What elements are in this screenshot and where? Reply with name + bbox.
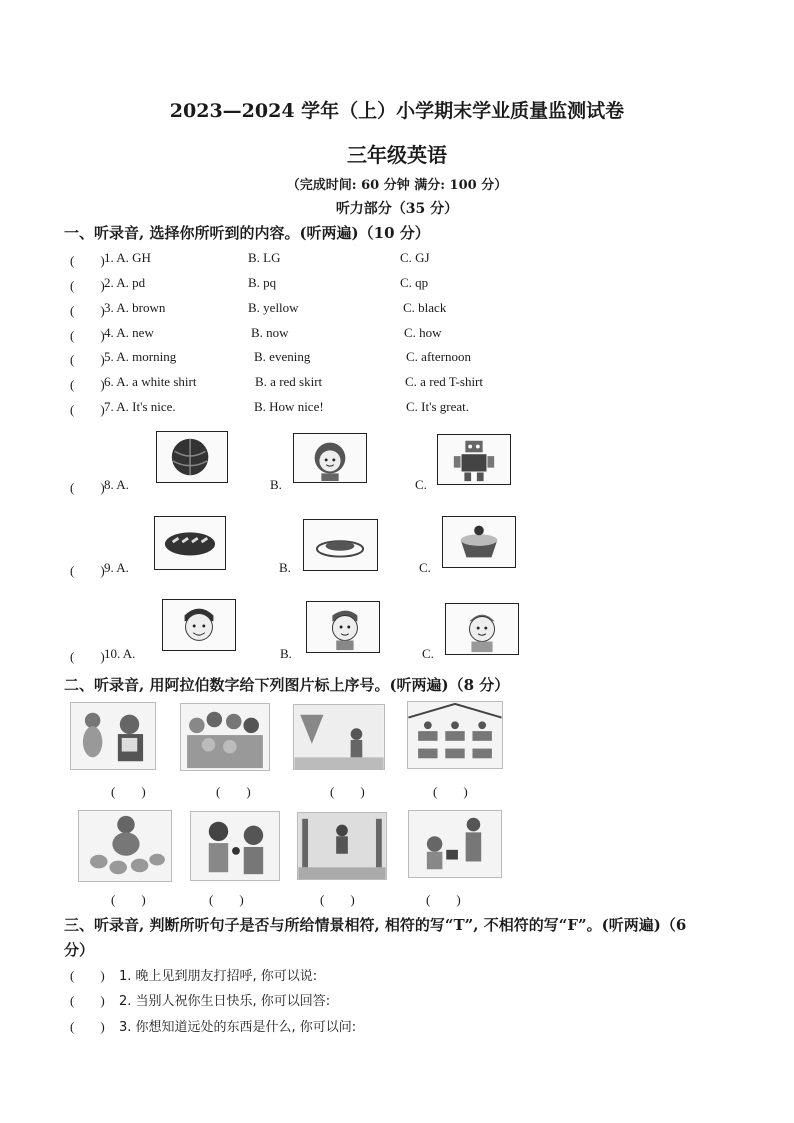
option-c: C. how (404, 325, 442, 340)
section3-heading-cont: 分） (64, 941, 95, 959)
option-c: C. GJ (400, 250, 430, 265)
order-blank[interactable]: ( ) (433, 784, 468, 799)
answer-blank[interactable]: ( ) (70, 1019, 105, 1034)
answer-blank[interactable]: ( ) (70, 402, 105, 417)
section2-heading: 二、听录音, 用阿拉伯数字给下列图片标上序号。(听两遍)（8 分） (64, 676, 510, 694)
ball-icon[interactable] (156, 431, 228, 483)
answer-blank[interactable]: ( ) (70, 480, 105, 495)
order-blank[interactable]: ( ) (330, 784, 365, 799)
option-a: 9. A. (104, 560, 129, 575)
option-b: B. LG (248, 250, 281, 265)
answer-blank[interactable]: ( ) (70, 968, 105, 983)
answer-blank[interactable]: ( ) (70, 649, 105, 664)
option-b: B. How nice! (254, 399, 324, 414)
scene-classroom (407, 701, 503, 769)
exam-subtitle: 三年级英语 (347, 143, 447, 167)
tf-item: 1. 晚上见到朋友打招呼, 你可以说: (119, 969, 318, 984)
option-b: B. now (251, 325, 289, 340)
answer-blank[interactable]: ( ) (70, 328, 105, 343)
option-c: C. (415, 477, 427, 492)
bread-icon[interactable] (154, 516, 226, 570)
scene-animals-reading (70, 702, 156, 770)
option-b: B. a red skirt (255, 374, 323, 389)
scene-cat-mice (78, 810, 172, 882)
option-a: 6. A. a white shirt (104, 374, 197, 389)
order-blank[interactable]: ( ) (209, 892, 244, 907)
option-a: 5. A. morning (104, 349, 177, 364)
answer-blank[interactable]: ( ) (70, 563, 105, 578)
answer-blank[interactable]: ( ) (70, 303, 105, 318)
option-c: C. afternoon (406, 349, 471, 364)
option-a: 8. A. (104, 477, 129, 492)
option-c: C. It's great. (406, 399, 469, 414)
option-c: C. (422, 646, 434, 661)
exam-info: （完成时间: 60 分钟 满分: 100 分） (286, 178, 508, 193)
man-face-icon[interactable] (445, 603, 519, 655)
option-a: 4. A. new (104, 325, 154, 340)
boy-face-icon[interactable] (162, 599, 236, 651)
order-blank[interactable]: ( ) (320, 892, 355, 907)
scene-night-girl (297, 812, 387, 880)
order-blank[interactable]: ( ) (111, 784, 146, 799)
pie-icon[interactable] (303, 519, 378, 571)
order-blank[interactable]: ( ) (111, 892, 146, 907)
tf-item: 3. 你想知道远处的东西是什么, 你可以问: (119, 1020, 357, 1035)
option-b: B. evening (254, 349, 311, 364)
girl-face-icon[interactable] (293, 433, 367, 483)
order-blank[interactable]: ( ) (216, 784, 251, 799)
option-c: C. (419, 560, 431, 575)
option-c: C. qp (400, 275, 429, 290)
option-b: B. (280, 646, 292, 661)
answer-blank[interactable]: ( ) (70, 253, 105, 268)
cake-icon[interactable] (442, 516, 516, 568)
scene-group-people (180, 703, 270, 771)
option-c: C. black (403, 300, 447, 315)
section1-heading: 一、听录音, 选择你所听到的内容。(听两遍)（10 分） (64, 224, 430, 242)
option-c: C. a red T-shirt (405, 374, 483, 389)
robot-icon[interactable] (437, 434, 511, 485)
answer-blank[interactable]: ( ) (70, 352, 105, 367)
scene-family-gift (408, 810, 502, 878)
boy-face-icon[interactable] (306, 601, 380, 653)
answer-blank[interactable]: ( ) (70, 377, 105, 392)
scene-two-girls (190, 811, 280, 881)
option-a: 3. A. brown (104, 300, 166, 315)
exam-title: 2023—2024 学年（上）小学期末学业质量监测试卷 (169, 100, 625, 122)
option-a: 10. A. (104, 646, 136, 661)
option-b: B. (270, 477, 282, 492)
listening-part-heading: 听力部分（35 分） (335, 201, 459, 217)
option-b: B. (279, 560, 291, 575)
option-b: B. yellow (248, 300, 299, 315)
tf-item: 2. 当别人祝你生日快乐, 你可以回答: (119, 994, 331, 1009)
section3-heading: 三、听录音, 判断所听句子是否与所给情景相符, 相符的写“T”, 不相符的写“F”。(听两遍)（6 (64, 916, 687, 934)
option-b: B. pq (248, 275, 277, 290)
answer-blank[interactable]: ( ) (70, 993, 105, 1008)
option-a: 1. A. GH (104, 250, 151, 265)
option-a: 7. A. It's nice. (104, 399, 176, 414)
scene-park-girl (293, 704, 385, 770)
option-a: 2. A. pd (104, 275, 146, 290)
order-blank[interactable]: ( ) (426, 892, 461, 907)
answer-blank[interactable]: ( ) (70, 278, 105, 293)
